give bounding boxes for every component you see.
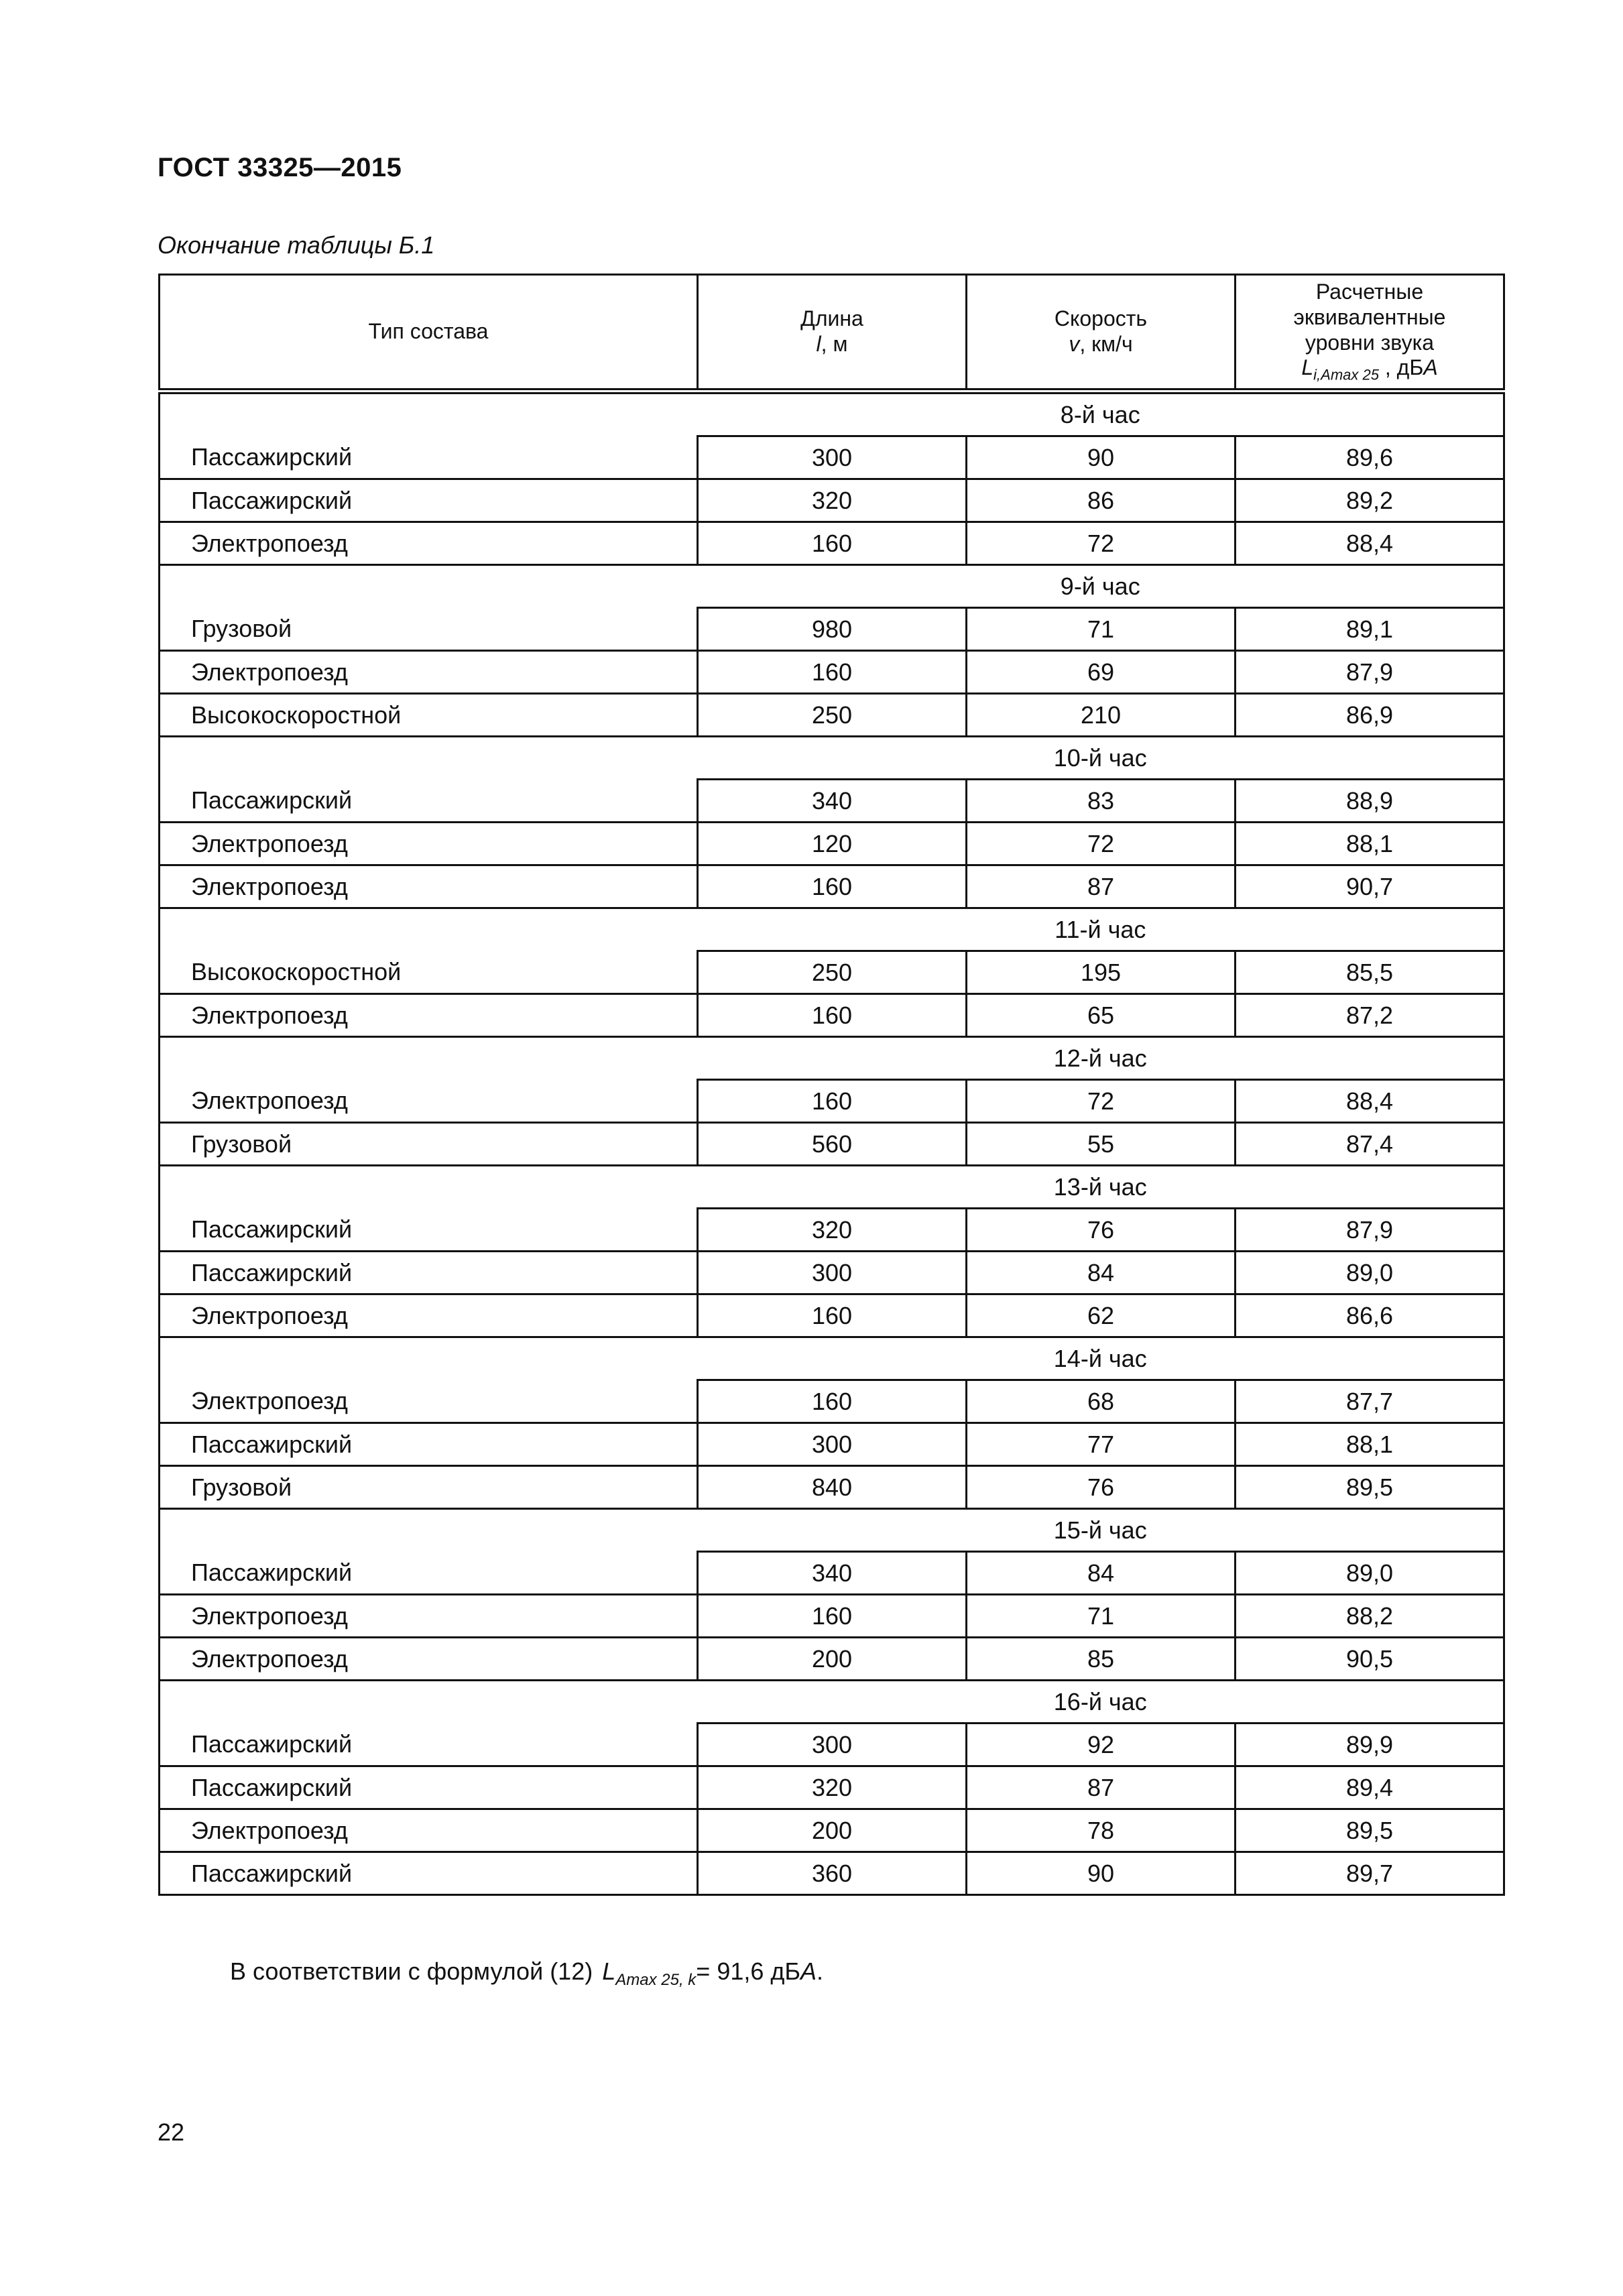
speed-cell: 90 <box>967 1852 1236 1895</box>
speed-cell: 72 <box>967 1080 1236 1123</box>
col-header-level-line1: Расчетные <box>1315 280 1424 304</box>
col-header-speed <box>967 275 1236 391</box>
table-row <box>160 994 1504 1037</box>
length-cell: 160 <box>698 1294 967 1337</box>
type-cell: Электропоезд <box>160 1595 698 1638</box>
type-cell-spacer <box>160 1037 698 1080</box>
length-cell: 160 <box>698 1595 967 1638</box>
hour-group-row <box>160 391 1504 436</box>
conclusion-end: . <box>817 1957 824 1985</box>
type-cell: Электропоезд <box>160 1638 698 1681</box>
table-body <box>160 391 1504 1895</box>
length-cell: 160 <box>698 994 967 1037</box>
level-cell: 89,0 <box>1236 1252 1504 1294</box>
table-row <box>160 479 1504 522</box>
col-header-level-unit-line <box>1236 355 1503 383</box>
type-cell: Пассажирский <box>160 436 698 479</box>
type-cell: Электропоезд <box>160 1380 698 1423</box>
col-header-type-label: Тип состава <box>368 319 489 344</box>
type-cell-spacer <box>160 1337 698 1380</box>
hour-label: 16-й час <box>698 1681 1504 1724</box>
level-subscript: i,Amax 25 <box>1313 366 1379 383</box>
speed-cell: 71 <box>967 608 1236 651</box>
level-cell: 86,6 <box>1236 1294 1504 1337</box>
level-cell: 88,1 <box>1236 823 1504 865</box>
length-cell: 160 <box>698 865 967 908</box>
type-cell: Грузовой <box>160 1123 698 1166</box>
table-row <box>160 1724 1504 1766</box>
level-cell: 87,7 <box>1236 1380 1504 1423</box>
length-cell: 360 <box>698 1852 967 1895</box>
hour-label: 13-й час <box>698 1166 1504 1209</box>
level-cell: 90,5 <box>1236 1638 1504 1681</box>
conclusion-prefix: В соответствии с формулой (12) <box>230 1957 593 1985</box>
length-cell: 160 <box>698 1080 967 1123</box>
table-row <box>160 651 1504 694</box>
level-cell: 89,5 <box>1236 1809 1504 1852</box>
table-row <box>160 1080 1504 1123</box>
speed-cell: 87 <box>967 1766 1236 1809</box>
type-cell: Пассажирский <box>160 780 698 823</box>
level-cell: 87,9 <box>1236 651 1504 694</box>
table-header-row <box>160 275 1504 391</box>
length-cell: 300 <box>698 1252 967 1294</box>
length-cell: 300 <box>698 1423 967 1466</box>
speed-cell: 76 <box>967 1209 1236 1252</box>
length-symbol: l <box>816 332 821 356</box>
speed-cell: 68 <box>967 1380 1236 1423</box>
level-unit: , дБ <box>1378 355 1424 380</box>
level-cell: 89,5 <box>1236 1466 1504 1509</box>
type-cell: Электропоезд <box>160 1080 698 1123</box>
type-cell: Пассажирский <box>160 1724 698 1766</box>
hour-label: 11-й час <box>698 908 1504 951</box>
type-cell-spacer <box>160 1509 698 1552</box>
length-cell: 320 <box>698 1766 967 1809</box>
type-cell: Высокоскоростной <box>160 951 698 994</box>
table-row <box>160 522 1504 565</box>
type-cell: Пассажирский <box>160 1209 698 1252</box>
speed-cell: 55 <box>967 1123 1236 1166</box>
hour-group-row <box>160 737 1504 780</box>
level-cell: 86,9 <box>1236 694 1504 737</box>
speed-cell: 72 <box>967 823 1236 865</box>
speed-cell: 77 <box>967 1423 1236 1466</box>
level-cell: 87,4 <box>1236 1123 1504 1166</box>
type-cell-spacer <box>160 391 698 436</box>
speed-cell: 65 <box>967 994 1236 1037</box>
type-cell: Высокоскоростной <box>160 694 698 737</box>
type-cell-spacer <box>160 1681 698 1724</box>
table-row <box>160 1638 1504 1681</box>
level-cell: 89,0 <box>1236 1552 1504 1595</box>
col-header-type <box>160 275 698 391</box>
conclusion-subscript: Amax 25, k <box>615 1971 697 1990</box>
speed-symbol: v <box>1069 332 1080 356</box>
table-row <box>160 951 1504 994</box>
type-cell: Пассажирский <box>160 1766 698 1809</box>
col-header-level-line2: эквивалентные <box>1293 304 1446 329</box>
speed-cell: 84 <box>967 1252 1236 1294</box>
col-header-speed-title: Скорость <box>1054 306 1148 331</box>
conclusion-symbol: L <box>602 1957 616 1985</box>
col-header-length <box>698 275 967 391</box>
length-unit: , м <box>821 332 848 356</box>
length-cell: 200 <box>698 1809 967 1852</box>
table-row <box>160 1809 1504 1852</box>
speed-cell: 86 <box>967 479 1236 522</box>
length-cell: 200 <box>698 1638 967 1681</box>
type-cell: Электропоезд <box>160 994 698 1037</box>
speed-cell: 210 <box>967 694 1236 737</box>
level-cell: 89,6 <box>1236 436 1504 479</box>
hour-label: 9-й час <box>698 565 1504 608</box>
type-cell: Пассажирский <box>160 1423 698 1466</box>
hour-label: 14-й час <box>698 1337 1504 1380</box>
hour-group-row <box>160 1037 1504 1080</box>
length-cell: 340 <box>698 780 967 823</box>
document-header: ГОСТ 33325—2015 <box>158 153 402 182</box>
type-cell: Электропоезд <box>160 823 698 865</box>
table-row <box>160 823 1504 865</box>
level-cell: 89,4 <box>1236 1766 1504 1809</box>
data-table <box>158 274 1505 1896</box>
table-row <box>160 1209 1504 1252</box>
level-cell: 88,2 <box>1236 1595 1504 1638</box>
type-cell: Пассажирский <box>160 479 698 522</box>
table-row <box>160 1466 1504 1509</box>
table-row <box>160 1380 1504 1423</box>
type-cell-spacer <box>160 565 698 608</box>
speed-unit: , км/ч <box>1079 332 1133 356</box>
speed-cell: 92 <box>967 1724 1236 1766</box>
level-cell: 85,5 <box>1236 951 1504 994</box>
table-row <box>160 1595 1504 1638</box>
length-cell: 160 <box>698 651 967 694</box>
hour-group-row <box>160 1337 1504 1380</box>
level-cell: 88,9 <box>1236 780 1504 823</box>
level-symbol: L <box>1301 355 1314 380</box>
hour-group-row <box>160 1509 1504 1552</box>
speed-cell: 76 <box>967 1466 1236 1509</box>
level-cell: 88,4 <box>1236 522 1504 565</box>
type-cell: Грузовой <box>160 608 698 651</box>
speed-cell: 62 <box>967 1294 1236 1337</box>
hour-label: 10-й час <box>698 737 1504 780</box>
table-row <box>160 694 1504 737</box>
hour-group-row <box>160 1681 1504 1724</box>
level-cell: 88,4 <box>1236 1080 1504 1123</box>
type-cell: Электропоезд <box>160 865 698 908</box>
col-header-length-title: Длина <box>800 306 863 331</box>
type-cell: Электропоезд <box>160 522 698 565</box>
hour-group-row <box>160 1166 1504 1209</box>
table-row <box>160 1123 1504 1166</box>
speed-cell: 78 <box>967 1809 1236 1852</box>
length-cell: 250 <box>698 951 967 994</box>
speed-cell: 69 <box>967 651 1236 694</box>
type-cell: Пассажирский <box>160 1552 698 1595</box>
length-cell: 250 <box>698 694 967 737</box>
speed-cell: 87 <box>967 865 1236 908</box>
type-cell: Пассажирский <box>160 1252 698 1294</box>
table-row <box>160 1552 1504 1595</box>
level-cell: 87,2 <box>1236 994 1504 1037</box>
col-header-level <box>1236 275 1504 391</box>
speed-cell: 71 <box>967 1595 1236 1638</box>
type-cell-spacer <box>160 1166 698 1209</box>
table-row <box>160 1766 1504 1809</box>
length-cell: 320 <box>698 1209 967 1252</box>
level-cell: 89,9 <box>1236 1724 1504 1766</box>
level-cell: 90,7 <box>1236 865 1504 908</box>
conclusion-unit-symbol: A <box>800 1957 817 1985</box>
speed-cell: 84 <box>967 1552 1236 1595</box>
type-cell: Грузовой <box>160 1466 698 1509</box>
conclusion-formula <box>602 1957 697 1990</box>
conclusion-line <box>230 1957 823 1990</box>
table-row <box>160 1252 1504 1294</box>
speed-cell: 83 <box>967 780 1236 823</box>
col-header-length-unit-line <box>699 332 965 357</box>
type-cell: Электропоезд <box>160 651 698 694</box>
level-unit-symbol: A <box>1423 355 1438 380</box>
table-row <box>160 1852 1504 1895</box>
hour-label: 15-й час <box>698 1509 1504 1552</box>
type-cell-spacer <box>160 737 698 780</box>
col-header-speed-unit-line <box>967 332 1234 357</box>
page-number: 22 <box>158 2118 185 2146</box>
table-row <box>160 608 1504 651</box>
length-cell: 300 <box>698 436 967 479</box>
table-row <box>160 1294 1504 1337</box>
level-cell: 88,1 <box>1236 1423 1504 1466</box>
speed-cell: 72 <box>967 522 1236 565</box>
length-cell: 300 <box>698 1724 967 1766</box>
length-cell: 120 <box>698 823 967 865</box>
speed-cell: 85 <box>967 1638 1236 1681</box>
level-cell: 87,9 <box>1236 1209 1504 1252</box>
conclusion-value: = 91,6 дБ <box>696 1957 801 1985</box>
type-cell-spacer <box>160 908 698 951</box>
type-cell: Пассажирский <box>160 1852 698 1895</box>
level-cell: 89,7 <box>1236 1852 1504 1895</box>
length-cell: 980 <box>698 608 967 651</box>
length-cell: 160 <box>698 522 967 565</box>
level-cell: 89,2 <box>1236 479 1504 522</box>
level-cell: 89,1 <box>1236 608 1504 651</box>
type-cell: Электропоезд <box>160 1294 698 1337</box>
hour-label: 8-й час <box>698 391 1504 436</box>
table-caption: Окончание таблицы Б.1 <box>158 231 435 259</box>
length-cell: 840 <box>698 1466 967 1509</box>
hour-group-row <box>160 908 1504 951</box>
table-row <box>160 1423 1504 1466</box>
speed-cell: 195 <box>967 951 1236 994</box>
type-cell: Электропоезд <box>160 1809 698 1852</box>
length-cell: 160 <box>698 1380 967 1423</box>
hour-group-row <box>160 565 1504 608</box>
length-cell: 560 <box>698 1123 967 1166</box>
col-header-level-line3: уровни звука <box>1305 330 1435 355</box>
table-row <box>160 865 1504 908</box>
hour-label: 12-й час <box>698 1037 1504 1080</box>
length-cell: 340 <box>698 1552 967 1595</box>
speed-cell: 90 <box>967 436 1236 479</box>
table-row <box>160 436 1504 479</box>
length-cell: 320 <box>698 479 967 522</box>
table-row <box>160 780 1504 823</box>
